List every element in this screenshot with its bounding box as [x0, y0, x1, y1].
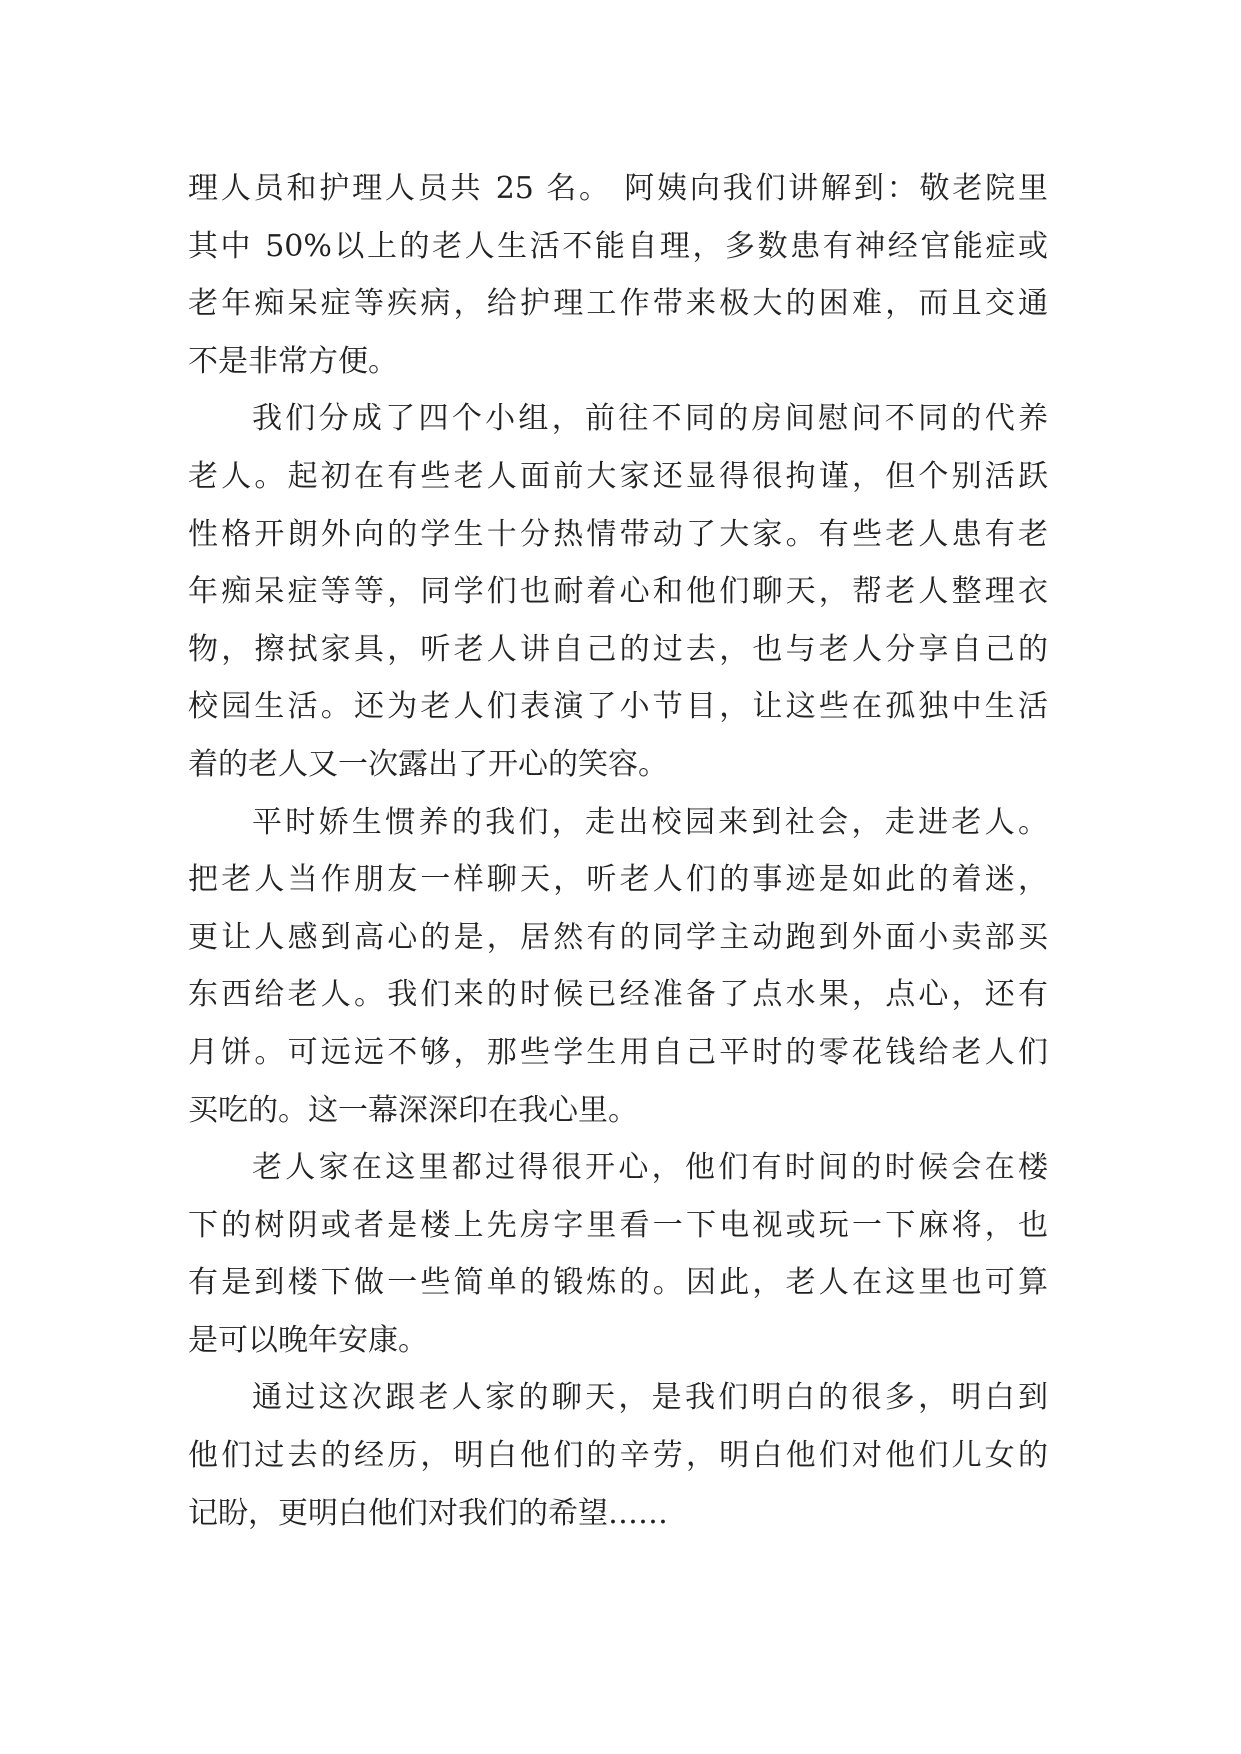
text-line: 东西给老人。我们来的时候已经准备了点水果，点心，还有: [188, 977, 1048, 1013]
text-line: 老人。起初在有些老人面前大家还显得很拘谨，但个别活跃: [188, 458, 1048, 494]
paragraph-4: [188, 1139, 1048, 1369]
paragraph-5: [188, 1369, 1048, 1542]
text-line: 是可以晚年安康。: [188, 1322, 428, 1358]
text-line: 月饼。可远远不够，那些学生用自己平时的零花钱给老人们: [188, 1034, 1048, 1070]
text-line: 性格开朗外向的学生十分热情带动了大家。有些老人患有老: [188, 516, 1048, 552]
text-line: 老人家在这里都过得很开心，他们有时间的时候会在楼: [252, 1150, 1048, 1186]
text-line: 平时娇生惯养的我们，走出校园来到社会，走进老人。: [252, 804, 1048, 840]
text-line: 有是到楼下做一些简单的锻炼的。因此，老人在这里也可算: [188, 1265, 1048, 1301]
paragraph-1: [188, 160, 1048, 390]
text-line: 校园生活。还为老人们表演了小节目，让这些在孤独中生活: [188, 689, 1048, 725]
text-line: 着的老人又一次露出了开心的笑容。: [188, 746, 668, 782]
text-line: 我们分成了四个小组，前往不同的房间慰问不同的代养: [252, 401, 1048, 437]
text-line: 买吃的。这一幕深深印在我心里。: [188, 1092, 638, 1128]
paragraph-2: [188, 390, 1048, 793]
text-line: 他们过去的经历，明白他们的辛劳，明白他们对他们儿女的: [188, 1438, 1048, 1474]
text-line: 更让人感到高心的是，居然有的同学主动跑到外面小卖部买: [188, 919, 1048, 955]
text-line: 其中 50%以上的老人生活不能自理，多数患有神经官能症或: [188, 228, 1048, 264]
text-line: 老年痴呆症等疾病，给护理工作带来极大的困难，而且交通: [188, 286, 1048, 322]
text-line: 不是非常方便。: [188, 343, 398, 379]
text-line: 物，擦拭家具，听老人讲自己的过去，也与老人分享自己的: [188, 631, 1048, 667]
text-line: 下的树阴或者是楼上先房字里看一下电视或玩一下麻将，也: [188, 1207, 1048, 1243]
text-line: 理人员和护理人员共 25 名。 阿姨向我们讲解到：敬老院里: [188, 171, 1048, 206]
paragraph-3: [188, 794, 1048, 1140]
body-text: [188, 160, 1048, 1542]
text-line: 通过这次跟老人家的聊天，是我们明白的很多，明白到: [252, 1380, 1048, 1416]
text-line: 年痴呆症等等，同学们也耐着心和他们聊天，帮老人整理衣: [188, 574, 1048, 610]
text-line: 把老人当作朋友一样聊天，听老人们的事迹是如此的着迷，: [188, 862, 1048, 898]
text-line: 记盼，更明白他们对我们的希望……: [188, 1495, 668, 1531]
